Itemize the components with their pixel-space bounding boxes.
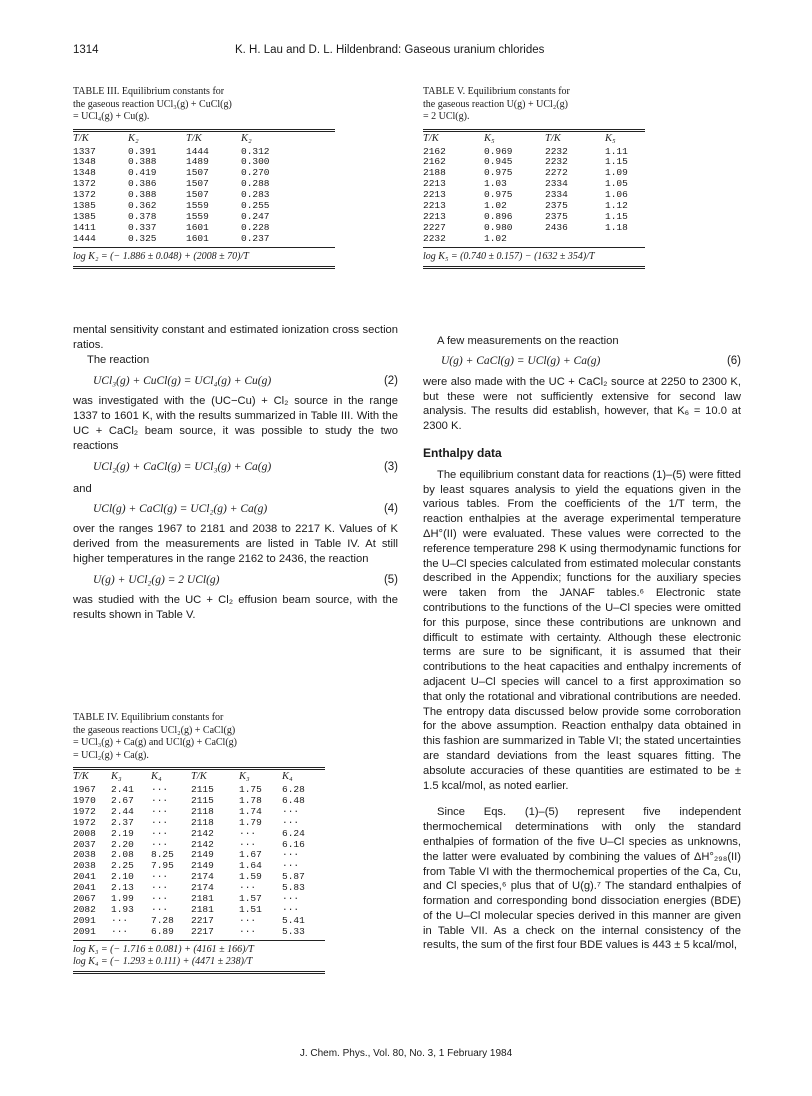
paragraph: was studied with the UC + Cl₂ effusion beam source, with the results shown in Table V. — [73, 593, 398, 621]
table-cell: 2115 — [191, 794, 214, 806]
equation-number: (2) — [383, 375, 398, 388]
table-row — [423, 223, 645, 234]
table-cell: 2232 — [545, 156, 568, 168]
col-header: K₄ — [151, 771, 162, 783]
table-cell: 2118 — [191, 816, 214, 828]
table-cell: 2.37 — [111, 816, 134, 828]
table-cell: 2232 — [545, 145, 568, 157]
table-row — [73, 927, 325, 938]
col-header: K₅ — [484, 132, 495, 144]
table-cell: 2375 — [545, 200, 568, 212]
table-rule-bottom — [73, 971, 325, 974]
table-cell — [605, 234, 645, 245]
table-cell: 2.44 — [111, 805, 134, 817]
equation-6 — [423, 351, 741, 375]
table-cell: 1.57 — [239, 893, 262, 905]
table-cell: 1.12 — [605, 200, 628, 212]
table-cell: 1.67 — [239, 849, 262, 861]
table-cell: 2.19 — [111, 827, 134, 839]
table-header-row — [73, 770, 325, 785]
table-cell: 0.312 — [241, 145, 270, 157]
fit-line: log K₃ = (− 1.716 ± 0.081) + (4161 ± 166)/T — [73, 943, 254, 955]
table-header-row — [73, 132, 335, 147]
table-cell: ··· — [239, 882, 257, 894]
table-cell: 2436 — [545, 221, 568, 233]
table-cell: 1.15 — [605, 210, 628, 222]
table-cell: 1.09 — [605, 167, 628, 179]
equation-number: (5) — [383, 573, 398, 586]
table-cell: 2.25 — [111, 860, 134, 872]
col-header: K₂ — [128, 132, 139, 144]
caption-line: the gaseous reactions UCl₂(g) + CaCl(g) — [73, 724, 236, 736]
col-header: K₃ — [239, 771, 250, 783]
equation-2 — [73, 370, 398, 394]
table-cell: 0.337 — [128, 221, 157, 233]
table-cell: 2008 — [73, 827, 96, 839]
table-cell: 1.51 — [239, 903, 262, 915]
col-header: T/K — [73, 132, 89, 144]
table-cell: 2227 — [423, 221, 446, 233]
caption-line: the gaseous reaction UCl₃(g) + CuCl(g) — [73, 98, 232, 110]
running-title: K. H. Lau and D. L. Hildenbrand: Gaseous uranium chlorides — [235, 44, 545, 56]
table-cell: 1444 — [73, 232, 96, 244]
table-cell: ··· — [111, 925, 129, 937]
table-cell: 2162 — [423, 156, 446, 168]
equation-text: U(g) + CaCl(g) = UCl(g) + Ca(g) — [441, 354, 601, 367]
table-cell: 7.28 — [151, 914, 174, 926]
col-header: T/K — [186, 132, 202, 144]
table-cell: 1507 — [186, 189, 209, 201]
equation-text: UCl₂(g) + CaCl(g) = UCl₃(g) + Ca(g) — [93, 460, 272, 473]
table-cell: 2217 — [191, 914, 214, 926]
col-header: T/K — [545, 132, 561, 144]
equation-number: (3) — [383, 460, 398, 473]
journal-footer: J. Chem. Phys., Vol. 80, No. 3, 1 February 1984 — [299, 1048, 513, 1059]
caption-line: the gaseous reaction U(g) + UCl₂(g) — [423, 98, 568, 110]
table-cell: ··· — [151, 827, 169, 839]
table-cell: 2038 — [73, 849, 96, 861]
table-cell: 2213 — [423, 210, 446, 222]
table-cell: 1601 — [186, 232, 209, 244]
table-cell: 2213 — [423, 189, 446, 201]
paragraph: Since Eqs. (1)–(5) represent five independent thermochemical determinations with only the standard enthalpies of formation of the five U–Cl species as unknowns, the latter were evaluated by combining the values of ΔH°₂₉₈(II) from Table VI with the thermochemical properties of the Ca, Cu, and Cl species,⁶ plus that of U(g).⁷ The standard enthalpies of formation and corresponding bond dissociation energies (BDE) of the U–Cl molecular species derived in this manner are given in Table VII. As a check on the internal consistency of the results, the sum of the first four BDE values is 443 ± 5 kcal/mol, — [423, 806, 741, 952]
table-cell: 0.945 — [484, 156, 513, 168]
table-cell: 2.20 — [111, 838, 134, 850]
paragraph: The equilibrium constant data for reactions (1)–(5) were fitted by least squares analysis to yield the equations given in the various tables. From the coefficients of the 1/T term, the reaction enthalpies at the average experimental temperature ΔH°(II) were evaluated. These values were corrected to the reference temperature 298 K using thermodynamic functions for the U–Cl species calculated from estimated molecular constants described in the Appendix; functions for the auxiliary species were taken from the JANAF tables.⁶ Electronic state contributions to the functions of the U–Cl species were omitted for this purpose, since these contributions are unknown and difficult to estimate with certainty. Although these electronic terms are sure to be significant, it is assumed that their contributions to the heat capacities and enthalpy increments of adjacent U–Cl species will cancel to a first approximation so that only the rotational and vibrational contributions are needed. The entropy data discussed below provide some corroboration for the above assumption. Reaction enthalpy data obtained in this fashion are summarized in Table VI; the stated uncertainties are standard deviations from the least squares fitting. The absolute accuracies of these quantities are estimated to be ± 1.5 kcal/mol, as noted earlier. — [423, 468, 741, 792]
page-number: 1314 — [73, 44, 99, 56]
table-cell: 0.362 — [128, 200, 157, 212]
table-cell: 0.975 — [484, 189, 513, 201]
table-cell: 0.283 — [241, 189, 270, 201]
caption-line: = UCl₄(g) + Cu(g). — [73, 111, 150, 122]
table-cell: 0.270 — [241, 167, 270, 179]
table-cell: ··· — [151, 805, 169, 817]
table-cell: 1972 — [73, 816, 96, 828]
col-header: K₃ — [111, 771, 122, 783]
table-cell: 0.388 — [128, 189, 157, 201]
table-cell: 1.64 — [239, 860, 262, 872]
table-cell: 1385 — [73, 200, 96, 212]
table-cell: 0.975 — [484, 167, 513, 179]
table-cell: ··· — [111, 914, 129, 926]
table-cell: ··· — [282, 903, 300, 915]
table-cell: 1489 — [186, 156, 209, 168]
table-cell: 1.18 — [605, 221, 628, 233]
table-cell: 2232 — [423, 232, 446, 244]
caption-line: = 2 UCl(g). — [423, 111, 470, 122]
caption-line: TABLE III. Equilibrium constants for — [73, 86, 225, 97]
table-cell: 0.896 — [484, 210, 513, 222]
equation-number: (6) — [726, 354, 741, 367]
left-column-text — [73, 323, 398, 622]
table-cell: 0.378 — [128, 210, 157, 222]
table-cell: 1967 — [73, 784, 96, 795]
table-cell: 0.980 — [484, 221, 513, 233]
table-cell — [545, 234, 605, 245]
table-cell: 2041 — [73, 871, 96, 883]
paragraph: and — [73, 482, 92, 495]
table-cell: 6.24 — [282, 827, 305, 839]
table-cell: 5.87 — [282, 871, 305, 883]
table-cell: 6.28 — [282, 784, 305, 795]
table-cell: ··· — [282, 805, 300, 817]
table-header-row — [423, 132, 645, 147]
table-iv-fit — [73, 944, 325, 968]
table-cell: 2091 — [73, 914, 96, 926]
table-cell: 0.386 — [128, 178, 157, 190]
table-cell: 1.74 — [239, 805, 262, 817]
table-cell: 2213 — [423, 178, 446, 190]
table-cell: 1.59 — [239, 871, 262, 883]
table-cell: 2115 — [191, 784, 214, 795]
caption-line: TABLE V. Equilibrium constants for — [423, 86, 570, 97]
table-cell: ··· — [239, 925, 257, 937]
table-rule — [423, 247, 645, 248]
equation-5 — [73, 569, 398, 593]
table-cell: 0.228 — [241, 221, 270, 233]
caption-line: = UCl₃(g) + Ca(g) and UCl(g) + CaCl(g) — [73, 737, 237, 748]
table-cell: 2162 — [423, 145, 446, 157]
table-cell: 0.419 — [128, 167, 157, 179]
table-cell: ··· — [282, 860, 300, 872]
table-cell: 1348 — [73, 156, 96, 168]
table-cell: 0.255 — [241, 200, 270, 212]
table-cell: 2174 — [191, 871, 214, 883]
table-cell: ··· — [151, 784, 169, 795]
table-cell: 1385 — [73, 210, 96, 222]
table-cell: 1411 — [73, 221, 96, 233]
equation-4 — [73, 498, 398, 522]
table-cell: 2174 — [191, 882, 214, 894]
table-cell: 0.247 — [241, 210, 270, 222]
table-iv-grid — [73, 770, 325, 938]
table-cell: ··· — [151, 903, 169, 915]
table-cell: 2149 — [191, 860, 214, 872]
table-cell: 2334 — [545, 178, 568, 190]
table-cell: ··· — [151, 871, 169, 883]
section-heading: Enthalpy data — [423, 445, 502, 460]
table-cell: 2.67 — [111, 794, 134, 806]
table-cell: 1970 — [73, 794, 96, 806]
table-cell: 5.41 — [282, 914, 305, 926]
col-header: T/K — [191, 771, 207, 783]
col-header: T/K — [73, 771, 89, 783]
table-cell: 2188 — [423, 167, 446, 179]
table-cell: 1507 — [186, 167, 209, 179]
equation-3 — [73, 456, 398, 480]
table-cell: 1.11 — [605, 145, 628, 157]
table-cell: 1372 — [73, 189, 96, 201]
table-cell: 2067 — [73, 893, 96, 905]
table-cell: 2037 — [73, 838, 96, 850]
table-cell: 1444 — [186, 145, 209, 157]
table-cell: 6.16 — [282, 838, 305, 850]
table-iii-caption — [73, 86, 335, 124]
equation-text: U(g) + UCl₂(g) = 2 UCl(g) — [93, 573, 220, 586]
table-row — [73, 829, 325, 840]
table-cell: 0.237 — [241, 232, 270, 244]
table-cell: 2142 — [191, 838, 214, 850]
table-cell: 5.33 — [282, 925, 305, 937]
table-cell: 1.79 — [239, 816, 262, 828]
table-cell: 1507 — [186, 178, 209, 190]
paragraph: over the ranges 1967 to 2181 and 2038 to 2217 K. Values of K derived from the measurements are listed in Table IV. At still higher temperatures in the range 2162 to 2436, the reaction — [73, 523, 398, 565]
table-row — [73, 234, 335, 245]
table-cell: ··· — [151, 893, 169, 905]
table-cell: 5.83 — [282, 882, 305, 894]
table-iv — [73, 712, 325, 974]
table-rule — [73, 247, 335, 248]
table-cell: ··· — [282, 849, 300, 861]
table-cell: 1337 — [73, 145, 96, 157]
table-rule-bottom — [73, 266, 335, 269]
table-cell: 2149 — [191, 849, 214, 861]
equation-number: (4) — [383, 503, 398, 516]
table-cell: 2375 — [545, 210, 568, 222]
table-cell: 0.288 — [241, 178, 270, 190]
table-row — [423, 234, 645, 245]
table-cell: ··· — [151, 882, 169, 894]
col-header: K₂ — [241, 132, 252, 144]
table-cell: 2118 — [191, 805, 214, 817]
table-v — [423, 86, 645, 269]
table-cell: ··· — [151, 794, 169, 806]
table-cell: 2082 — [73, 903, 96, 915]
table-cell: 2.10 — [111, 871, 134, 883]
table-cell: ··· — [151, 816, 169, 828]
table-cell: 2181 — [191, 893, 214, 905]
table-cell: 2181 — [191, 903, 214, 915]
table-cell: 1.15 — [605, 156, 628, 168]
table-cell: ··· — [151, 838, 169, 850]
table-cell: 0.391 — [128, 145, 157, 157]
table-cell: 6.89 — [151, 925, 174, 937]
paragraph: The reaction — [87, 353, 150, 366]
right-column-text — [423, 334, 741, 953]
table-cell: 2272 — [545, 167, 568, 179]
table-rule — [73, 940, 325, 941]
caption-line: TABLE IV. Equilibrium constants for — [73, 712, 224, 723]
table-cell: 1.93 — [111, 903, 134, 915]
table-cell: 1972 — [73, 805, 96, 817]
table-cell: 2038 — [73, 860, 96, 872]
equation-text: UCl₃(g) + CuCl(g) = UCl₄(g) + Cu(g) — [93, 375, 272, 388]
table-cell: 0.300 — [241, 156, 270, 168]
table-cell: 1.02 — [484, 232, 507, 244]
table-iii — [73, 86, 335, 269]
table-cell: 2142 — [191, 827, 214, 839]
table-cell: 1601 — [186, 221, 209, 233]
table-cell: 1348 — [73, 167, 96, 179]
table-cell: 2217 — [191, 925, 214, 937]
table-cell: 7.95 — [151, 860, 174, 872]
table-cell: 1559 — [186, 210, 209, 222]
table-cell: 2041 — [73, 882, 96, 894]
table-cell: 1.75 — [239, 784, 262, 795]
table-cell: 6.48 — [282, 794, 305, 806]
table-v-fit: log K₅ = (0.740 ± 0.157) − (1632 ± 354)/T — [423, 250, 595, 262]
table-v-caption — [423, 86, 645, 124]
table-iii-fit: log K₂ = (− 1.886 ± 0.048) + (2008 ± 70)/T — [73, 250, 249, 262]
table-cell: ··· — [282, 893, 300, 905]
table-cell: 1372 — [73, 178, 96, 190]
paragraph: were also made with the UC + CaCl₂ source at 2250 to 2300 K, but these were not sufficiently extensive for second law analysis. The results did establish, however, that K₆ = 10.0 at 2300 K. — [423, 375, 741, 433]
table-cell: 2213 — [423, 200, 446, 212]
table-cell: ··· — [239, 914, 257, 926]
paragraph: was investigated with the (UC−Cu) + Cl₂ source in the range 1337 to 1601 K, with the results summarized in Table III. With the UC + CaCl₂ beam source, it was possible to study the two reactions — [73, 395, 398, 452]
table-cell: 2.08 — [111, 849, 134, 861]
table-cell: 0.388 — [128, 156, 157, 168]
table-cell: 2.13 — [111, 882, 134, 894]
table-cell: 1.99 — [111, 893, 134, 905]
paragraph: A few measurements on the reaction — [437, 335, 619, 347]
table-v-grid — [423, 132, 645, 245]
table-cell: 2.41 — [111, 784, 134, 795]
table-cell: 2091 — [73, 925, 96, 937]
table-cell: 1559 — [186, 200, 209, 212]
table-rule-bottom — [423, 266, 645, 269]
table-cell: 1.06 — [605, 189, 628, 201]
table-cell: 1.05 — [605, 178, 628, 190]
table-cell: 1.03 — [484, 178, 507, 190]
table-cell: 2334 — [545, 189, 568, 201]
table-cell: 0.325 — [128, 232, 157, 244]
col-header: K₅ — [605, 132, 616, 144]
paragraph: mental sensitivity constant and estimated ionization cross section ratios. — [73, 324, 398, 351]
table-cell: 1.78 — [239, 794, 262, 806]
table-cell: 1.02 — [484, 200, 507, 212]
table-cell: ··· — [239, 827, 257, 839]
table-cell: ··· — [282, 816, 300, 828]
table-row — [73, 818, 325, 829]
equation-text: UCl(g) + CaCl(g) = UCl₂(g) + Ca(g) — [93, 503, 268, 516]
col-header: T/K — [423, 132, 439, 144]
table-cell: 0.969 — [484, 145, 513, 157]
table-cell: ··· — [239, 838, 257, 850]
caption-line: = UCl₂(g) + Ca(g). — [73, 749, 149, 761]
fit-line: log K₄ = (− 1.293 ± 0.111) + (4471 ± 238)/T — [73, 955, 253, 967]
table-iv-caption — [73, 712, 325, 762]
col-header: K₄ — [282, 771, 293, 783]
table-cell: 8.25 — [151, 849, 174, 861]
table-iii-grid — [73, 132, 335, 245]
